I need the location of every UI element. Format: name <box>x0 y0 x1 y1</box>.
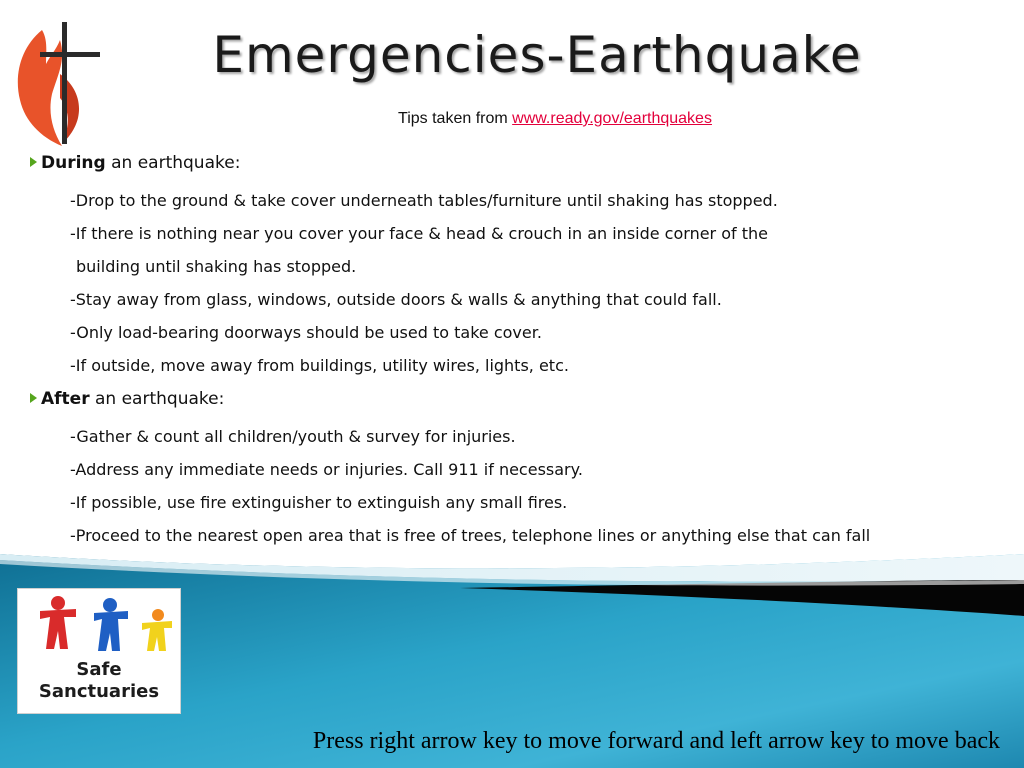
arrow-bullet-icon <box>30 157 37 167</box>
during-tip-continuation: building until shaking has stopped. <box>76 257 357 276</box>
after-heading <box>30 386 1010 412</box>
after-tip: -Address any immediate needs or injuries. Call 911 if necessary. <box>70 460 583 479</box>
after-tip: -Gather & count all children/youth & survey for injuries. <box>70 427 516 446</box>
source-line <box>0 110 1024 128</box>
during-heading-rest: an earthquake: <box>105 153 241 173</box>
during-heading <box>30 150 1010 176</box>
safe-sanctuaries-text <box>18 659 180 703</box>
slide-title: Emergencies-Earthquake <box>212 26 862 84</box>
during-tip: -Stay away from glass, windows, outside doors & walls & anything that could fall. <box>70 290 722 309</box>
after-tip: -Proceed to the nearest open area that is free of trees, telephone lines or anything else that can fall <box>70 526 871 545</box>
source-link[interactable]: www.ready.gov/earthquakes <box>512 110 712 127</box>
during-tip: -If outside, move away from buildings, utility wires, lights, etc. <box>70 356 569 375</box>
after-bold: After <box>41 389 90 409</box>
logo-line-1: Safe <box>76 659 122 680</box>
during-tip: -Only load-bearing doorways should be used to take cover. <box>70 323 542 342</box>
during-tip: -If there is nothing near you cover your face & head & crouch in an inside corner of the <box>70 224 768 243</box>
after-tip: -If possible, use fire extinguisher to extinguish any small fires. <box>70 493 568 512</box>
logo-line-2: Sanctuaries <box>38 681 160 702</box>
safe-sanctuaries-logo <box>17 588 181 714</box>
arrow-bullet-icon <box>30 393 37 403</box>
during-tip: -Drop to the ground & take cover underneath tables/furniture until shaking has stopped. <box>70 191 778 210</box>
during-bold: During <box>41 153 106 173</box>
children-figures-icon <box>24 593 174 653</box>
source-prefix: Tips taken from <box>398 110 513 127</box>
after-heading-rest: an earthquake: <box>89 389 225 409</box>
navigation-hint: Press right arrow key to move forward and left arrow key to move back <box>312 728 1000 754</box>
tips-content <box>30 150 1010 552</box>
